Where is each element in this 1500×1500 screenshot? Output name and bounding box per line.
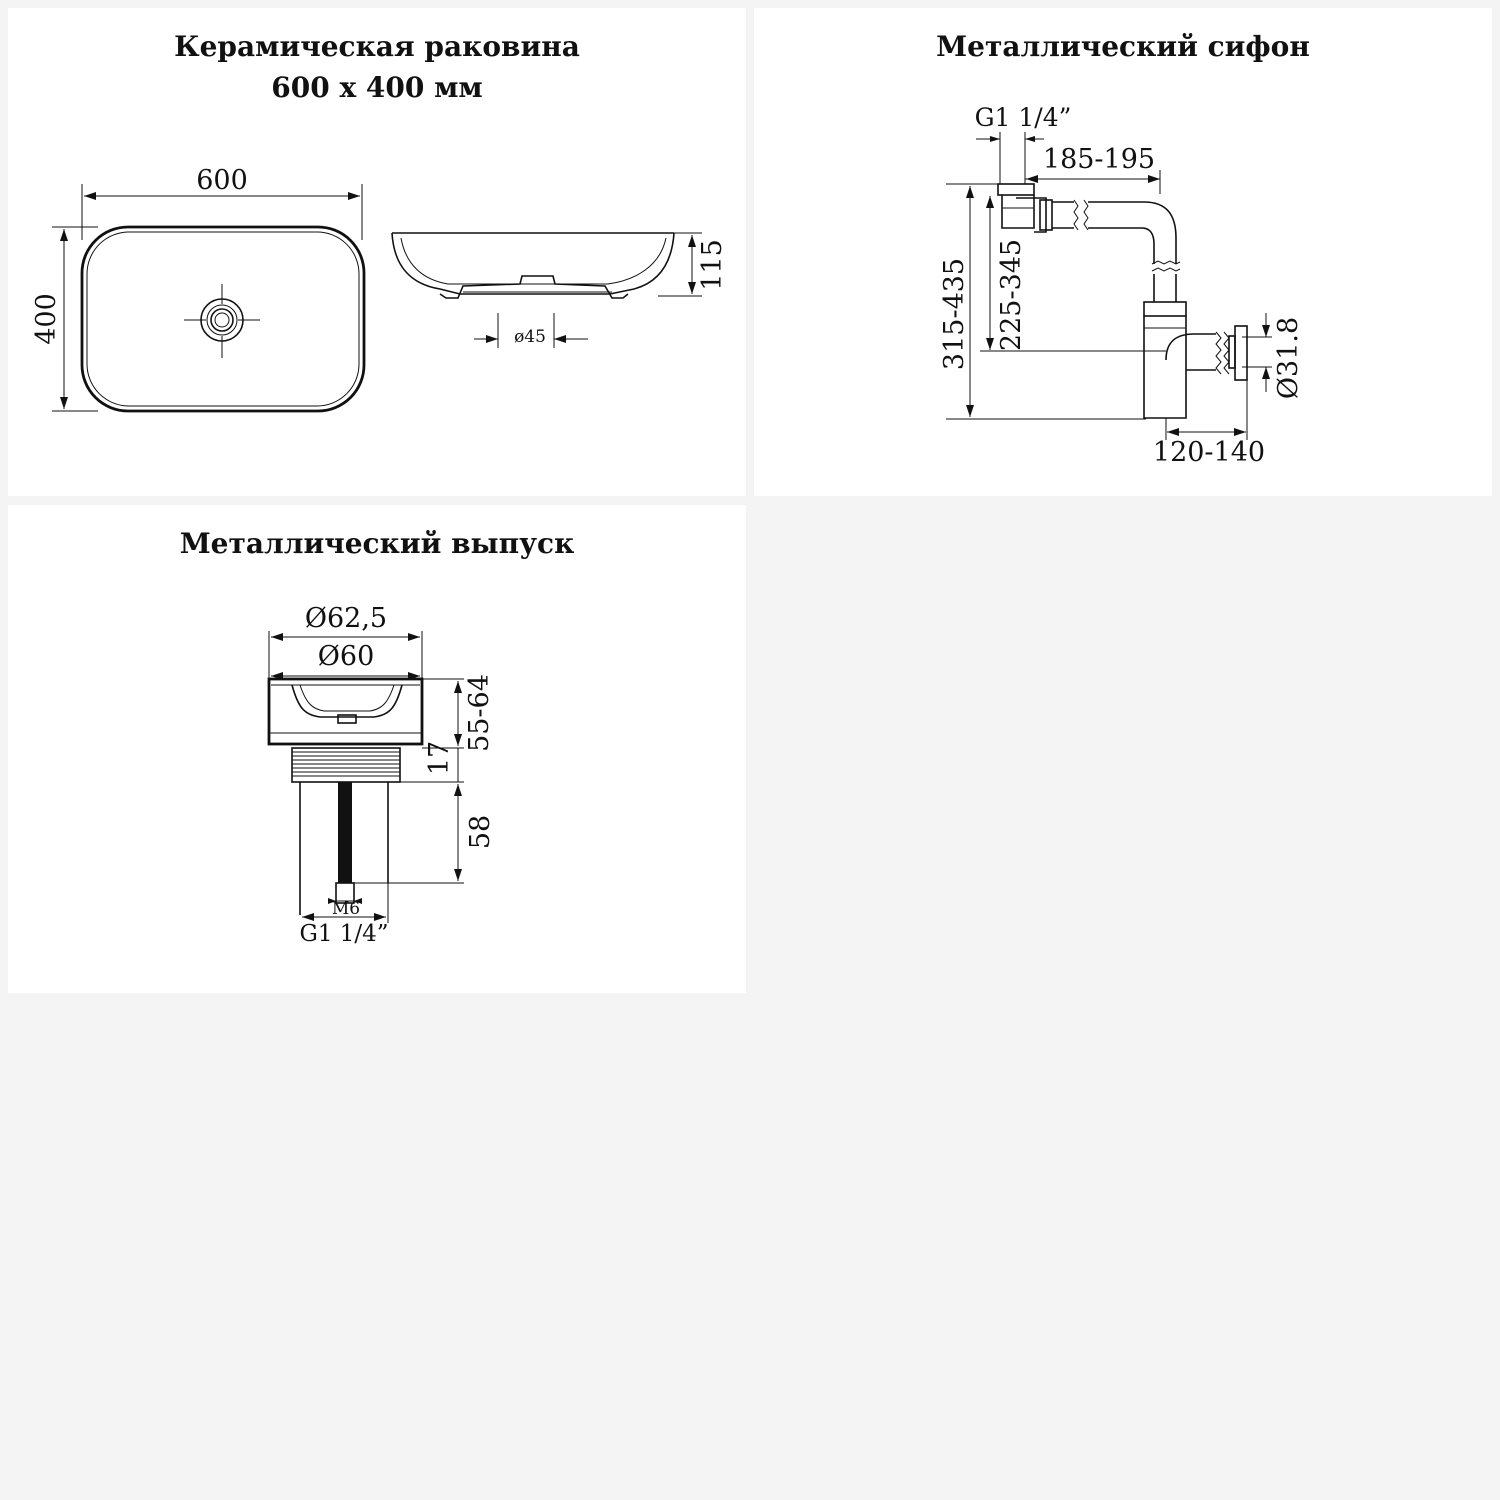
drain-body (269, 679, 422, 915)
sink-side-view (392, 233, 674, 298)
drain-inner-label: Ø60 (317, 641, 375, 672)
siphon-body (998, 184, 1247, 418)
sink-width-dimension (82, 165, 362, 240)
siphon-reach-label: 185-195 (1042, 144, 1156, 175)
sink-title-line1: Керамическая раковина (174, 30, 580, 63)
drain-bolt-dimension (328, 898, 362, 919)
drain-outer-label: Ø62,5 (304, 603, 388, 634)
drain-hole-icon (184, 284, 260, 358)
siphon-outlet-diameter-dimension (1242, 313, 1304, 399)
siphon-outlet-height-dimension (980, 196, 1166, 351)
sink-hole-label: ø45 (514, 327, 546, 347)
drain-panel (8, 505, 746, 993)
siphon-total-height-dimension (939, 184, 1146, 419)
sink-top-view (82, 227, 364, 411)
siphon-panel (754, 8, 1492, 496)
drain-title-text: Металлический выпуск (179, 527, 575, 560)
drain-thread-label: G1 1/4” (299, 921, 389, 947)
drain-body-dimension (354, 784, 496, 883)
drain-range-label: 55-64 (464, 674, 495, 752)
siphon-offset-dimension (1153, 380, 1265, 468)
sink-panel (8, 8, 746, 496)
sink-height-label: 115 (697, 239, 728, 291)
sink-height-dimension (658, 233, 728, 296)
siphon-offset-label: 120-140 (1152, 437, 1266, 468)
drain-thread-lines (292, 752, 400, 776)
drain-drawing (8, 505, 746, 993)
siphon-thread-label: G1 1/4” (974, 103, 1072, 132)
siphon-drawing (754, 8, 1492, 496)
drain-flange-label: 17 (424, 740, 455, 776)
drain-body-label: 58 (465, 814, 496, 850)
drain-inner-diameter-dimension (271, 641, 420, 680)
siphon-thread-dimension (976, 132, 1044, 184)
siphon-outlet-height-label: 225-345 (996, 238, 1027, 352)
sink-width-label: 600 (196, 165, 248, 196)
sink-title-line2: 600 x 400 мм (271, 71, 483, 104)
sink-drawing (8, 8, 746, 496)
siphon-reach-dimension (1025, 144, 1160, 194)
siphon-title-text: Металлический сифон (936, 30, 1310, 63)
drain-flange-dimension (400, 741, 464, 782)
sink-hole-dimension (474, 313, 588, 348)
siphon-total-height-label: 315-435 (939, 257, 970, 371)
sink-depth-dimension (31, 227, 98, 411)
drain-range-dimension (422, 674, 495, 752)
sink-depth-label: 400 (31, 293, 62, 345)
siphon-outlet-diameter-label: Ø31.8 (1273, 316, 1304, 400)
drain-bolt-label: M6 (331, 899, 361, 919)
